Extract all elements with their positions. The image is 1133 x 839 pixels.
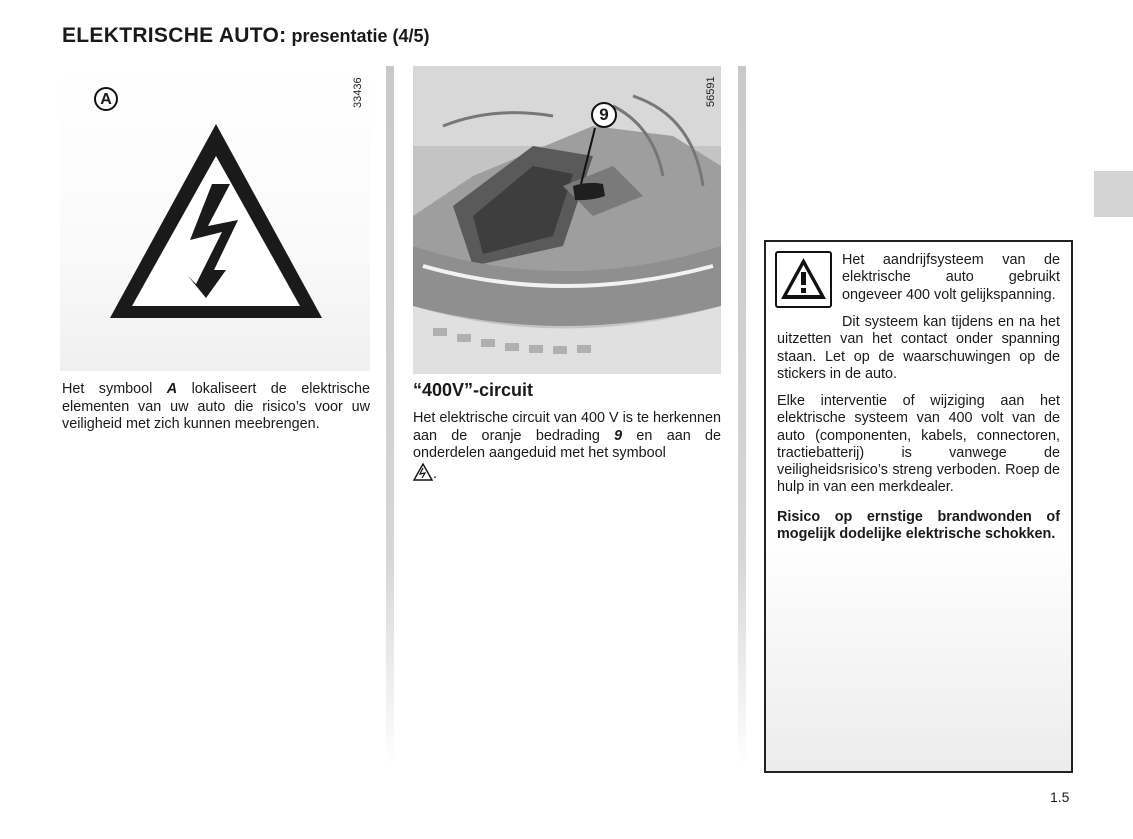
page-number: 1.5	[1050, 789, 1070, 805]
section-heading-400v: “400V”-circuit	[413, 380, 534, 400]
callout-9-ref: 9	[614, 427, 623, 444]
warning-box	[764, 240, 1073, 773]
circuit-description: Het elektrische circuit van 400 V is te herkennen aan de oranje bedrading 9 en aan de onderdelen aangeduid met het symbool .	[413, 410, 721, 482]
figure-b-number: 56591	[705, 76, 717, 107]
warning-triangle-icon	[775, 251, 832, 308]
engine-illustration	[413, 66, 721, 374]
figure-a	[60, 66, 370, 371]
page-title-main: ELEKTRISCHE AUTO:	[62, 24, 287, 47]
figure-a-label: A	[94, 87, 118, 111]
symbol-a-description: Het symbool A lokaliseert de elektrische elementen van uw auto die risico’s voor uw veiligheid met zich kunnen meebrengen.	[62, 381, 370, 432]
high-voltage-symbol-icon	[413, 463, 433, 481]
column-divider-left	[386, 66, 394, 766]
engine-compartment-photo	[413, 66, 721, 374]
chapter-tab	[1094, 171, 1133, 217]
warning-para-4: Risico op ernstige brandwonden of mogelijk dodelijke elektrische schokken.	[777, 509, 1060, 543]
callout-9: 9	[599, 105, 609, 124]
page-title-sub: presentatie (4/5)	[286, 26, 430, 46]
column-divider-right	[738, 66, 746, 766]
page-title	[62, 24, 430, 48]
symbol-a-ref: A	[166, 381, 178, 397]
high-voltage-warning-triangle-icon	[108, 120, 328, 326]
figure-a-number: 33436	[352, 77, 364, 108]
warning-para-2: Dit systeem kan tijdens en na het uitzetten van het contact onder spanning staan. Let op de waarschuwingen op de stickers in de auto.	[777, 314, 1060, 382]
warning-para-1: Het aandrijfsysteem van de elektrische auto gebruikt ongeveer 400 volt gelijkspanning.	[842, 252, 1060, 303]
warning-para-3: Elke interventie of wijziging aan het elektrische systeem van 400 volt van de auto (componenten, kabels, connectoren, tractiebatterij) is vanwege de veiligheidsrisico’s streng verboden. Roep de hulp in van een merkdealer.	[777, 393, 1060, 496]
